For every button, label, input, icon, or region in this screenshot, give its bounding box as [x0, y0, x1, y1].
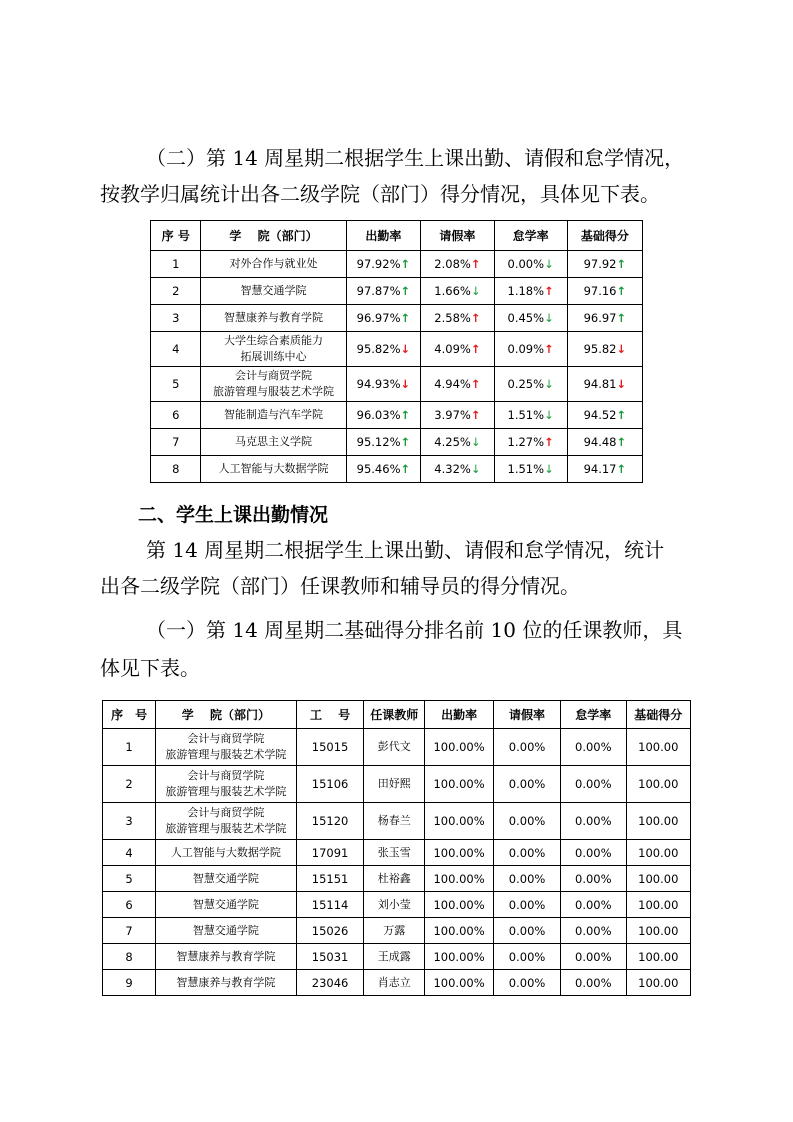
idle-rate-cell-value: 1.51% [507, 408, 545, 422]
base-score-cell: 100.00 [626, 918, 690, 944]
table-row [103, 766, 691, 803]
column-header: 基础得分 [626, 701, 690, 729]
idle-rate-cell: 0.00% [561, 729, 626, 766]
leave-rate-cell: 0.00% [494, 892, 561, 918]
base-score-cell [567, 456, 642, 483]
base-score-cell: 100.00 [626, 729, 690, 766]
college-cell [156, 944, 296, 970]
base-score-cell [567, 305, 642, 332]
table-row [151, 278, 643, 305]
attendance-rate-cell-value: 96.03% [356, 408, 401, 422]
teacher-name-cell: 张玉雪 [364, 840, 425, 866]
college-name-line: 会计与商贸学院 [187, 769, 265, 782]
teacher-name-cell: 刘小莹 [364, 892, 425, 918]
college-cell [201, 251, 346, 278]
arrow-up-icon: ↑ [400, 257, 411, 271]
college-cell [156, 840, 296, 866]
row-number-cell: 3 [151, 305, 201, 332]
college-cell [156, 866, 296, 892]
arrow-down-icon: ↓ [400, 377, 411, 391]
college-name-line: 智慧交通学院 [192, 897, 259, 911]
arrow-down-icon: ↓ [544, 257, 554, 271]
row-number-cell: 8 [151, 456, 201, 483]
college-name-line: 智慧康养与教育学院 [176, 949, 276, 963]
arrow-down-icon: ↓ [470, 284, 481, 298]
teacher-name-cell: 肖志立 [364, 970, 425, 996]
arrow-up-icon: ↑ [544, 435, 554, 449]
arrow-down-icon: ↓ [544, 311, 554, 325]
leave-rate-cell: 0.00% [494, 970, 561, 996]
attendance-rate-cell: 100.00% [425, 766, 494, 803]
college-name-line: 旅游管理与服装艺术学院 [165, 748, 287, 761]
table-row [103, 840, 691, 866]
row-number-cell: 5 [151, 367, 201, 402]
idle-rate-cell-value: 1.51% [507, 462, 545, 476]
section-para-1-line-2: 出各二级学院（部门）任课教师和辅导员的得分情况。 [100, 574, 580, 598]
attendance-rate-cell: 100.00% [425, 866, 494, 892]
arrow-up-icon: ↑ [616, 462, 627, 476]
idle-rate-cell [494, 251, 567, 278]
row-number-cell: 1 [103, 729, 156, 766]
college-cell [156, 892, 296, 918]
college-name-line: 拓展训练中心 [240, 350, 307, 363]
employee-id-cell: 15106 [296, 766, 364, 803]
base-score-cell-value: 94.52 [583, 408, 617, 422]
leave-rate-cell-value: 2.58% [434, 311, 471, 325]
column-header: 学 院（部门） [156, 701, 296, 729]
idle-rate-cell [494, 278, 567, 305]
section-para-1-line-1: 第 14 周星期二根据学生上课出勤、请假和怠学情况，统计 [146, 538, 665, 562]
attendance-rate-cell-value: 97.92% [356, 257, 401, 271]
idle-rate-cell: 0.00% [561, 840, 626, 866]
attendance-rate-cell [346, 251, 421, 278]
column-header: 任课教师 [364, 701, 425, 729]
college-cell [201, 456, 346, 483]
college-cell [201, 429, 346, 456]
column-header: 序 号 [151, 221, 201, 251]
idle-rate-cell: 0.00% [561, 918, 626, 944]
employee-id-cell: 15120 [296, 803, 364, 840]
arrow-up-icon: ↑ [616, 408, 627, 422]
table-row [103, 892, 691, 918]
row-number-cell: 8 [103, 944, 156, 970]
arrow-down-icon: ↓ [400, 342, 411, 356]
college-name-line: 智慧交通学院 [192, 871, 259, 885]
base-score-cell-value: 94.81 [583, 377, 617, 391]
attendance-rate-cell: 100.00% [425, 970, 494, 996]
base-score-cell [567, 278, 642, 305]
arrow-down-icon: ↓ [470, 462, 481, 476]
arrow-up-icon: ↑ [544, 284, 554, 298]
column-header: 怠学率 [494, 221, 567, 251]
table-row [151, 367, 643, 402]
leave-rate-cell: 0.00% [494, 729, 561, 766]
arrow-up-icon: ↑ [544, 342, 554, 356]
attendance-rate-cell-value: 96.97% [356, 311, 401, 325]
college-name-line: 智慧康养与教育学院 [176, 975, 276, 989]
leave-rate-cell: 0.00% [494, 866, 561, 892]
leave-rate-cell-value: 4.25% [434, 435, 471, 449]
arrow-up-icon: ↑ [470, 257, 481, 271]
employee-id-cell: 23046 [296, 970, 364, 996]
arrow-down-icon: ↓ [544, 377, 554, 391]
teacher-name-cell: 杨春兰 [364, 803, 425, 840]
column-header: 学 院（部门） [201, 221, 346, 251]
leave-rate-cell: 0.00% [494, 803, 561, 840]
table-row [103, 918, 691, 944]
leave-rate-cell [421, 367, 494, 402]
row-number-cell: 5 [103, 866, 156, 892]
arrow-up-icon: ↑ [400, 408, 411, 422]
arrow-up-icon: ↑ [400, 284, 411, 298]
arrow-up-icon: ↑ [470, 342, 481, 356]
arrow-up-icon: ↑ [400, 311, 411, 325]
arrow-up-icon: ↑ [616, 311, 627, 325]
arrow-down-icon: ↓ [470, 435, 481, 449]
college-name-line: 会计与商贸学院 [235, 369, 312, 382]
table-row [151, 402, 643, 429]
teacher-name-cell: 田妤熙 [364, 766, 425, 803]
arrow-up-icon: ↑ [470, 408, 481, 422]
row-number-cell: 7 [103, 918, 156, 944]
attendance-rate-cell-value: 95.46% [356, 462, 401, 476]
college-name-line: 智慧交通学院 [240, 284, 307, 297]
column-header: 出勤率 [346, 221, 421, 251]
attendance-rate-cell [346, 278, 421, 305]
leave-rate-cell: 0.00% [494, 766, 561, 803]
college-name-line: 旅游管理与服装艺术学院 [213, 385, 334, 398]
idle-rate-cell-value: 0.25% [507, 377, 545, 391]
arrow-up-icon: ↑ [616, 284, 627, 298]
attendance-rate-cell: 100.00% [425, 944, 494, 970]
row-number-cell: 9 [103, 970, 156, 996]
leave-rate-cell [421, 251, 494, 278]
college-cell [201, 278, 346, 305]
idle-rate-cell-value: 1.27% [507, 435, 545, 449]
leave-rate-cell: 0.00% [494, 944, 561, 970]
attendance-rate-cell [346, 332, 421, 367]
teacher-name-cell: 杜裕鑫 [364, 866, 425, 892]
table-row [103, 944, 691, 970]
intro-line-1: （二）第 14 周星期二根据学生上课出勤、请假和怠学情况， [146, 146, 685, 170]
idle-rate-cell [494, 402, 567, 429]
arrow-down-icon: ↓ [544, 408, 554, 422]
attendance-rate-cell [346, 367, 421, 402]
idle-rate-cell: 0.00% [561, 892, 626, 918]
college-cell [201, 367, 346, 402]
base-score-cell [567, 332, 642, 367]
row-number-cell: 1 [151, 251, 201, 278]
table-header-row [103, 701, 691, 729]
college-name-line: 马克思主义学院 [235, 435, 312, 448]
college-name-line: 对外合作与就业处 [229, 257, 318, 270]
arrow-up-icon: ↑ [616, 257, 627, 271]
leave-rate-cell-value: 4.94% [434, 377, 471, 391]
base-score-cell [567, 367, 642, 402]
base-score-cell [567, 429, 642, 456]
table-row [151, 456, 643, 483]
college-name-line: 大学生综合素质能力 [224, 334, 323, 347]
college-name-line: 智慧交通学院 [192, 923, 259, 937]
base-score-cell: 100.00 [626, 892, 690, 918]
attendance-rate-cell [346, 402, 421, 429]
employee-id-cell: 15026 [296, 918, 364, 944]
base-score-cell-value: 97.16 [583, 284, 617, 298]
base-score-cell: 100.00 [626, 766, 690, 803]
base-score-cell: 100.00 [626, 840, 690, 866]
table-row [103, 803, 691, 840]
row-number-cell: 6 [151, 402, 201, 429]
college-name-line: 旅游管理与服装艺术学院 [165, 785, 287, 798]
row-number-cell: 2 [103, 766, 156, 803]
attendance-rate-cell [346, 305, 421, 332]
row-number-cell: 6 [103, 892, 156, 918]
arrow-up-icon: ↑ [400, 435, 411, 449]
base-score-cell: 100.00 [626, 803, 690, 840]
idle-rate-cell [494, 305, 567, 332]
base-score-cell-value: 95.82 [583, 342, 617, 356]
attendance-rate-cell-value: 95.12% [356, 435, 401, 449]
college-score-table [150, 220, 643, 483]
attendance-rate-cell: 100.00% [425, 918, 494, 944]
row-number-cell: 4 [103, 840, 156, 866]
idle-rate-cell-value: 0.00% [507, 257, 545, 271]
base-score-cell-value: 96.97 [583, 311, 617, 325]
employee-id-cell: 15015 [296, 729, 364, 766]
arrow-up-icon: ↑ [616, 435, 627, 449]
column-header: 出勤率 [425, 701, 494, 729]
column-header: 请假率 [421, 221, 494, 251]
attendance-rate-cell-value: 97.87% [356, 284, 401, 298]
leave-rate-cell [421, 305, 494, 332]
row-number-cell: 4 [151, 332, 201, 367]
leave-rate-cell: 0.00% [494, 918, 561, 944]
base-score-cell-value: 97.92 [583, 257, 617, 271]
employee-id-cell: 15151 [296, 866, 364, 892]
table-row [103, 970, 691, 996]
attendance-rate-cell: 100.00% [425, 840, 494, 866]
section-para-2-line-2: 体见下表。 [100, 656, 200, 680]
idle-rate-cell [494, 332, 567, 367]
base-score-cell-value: 94.48 [583, 435, 617, 449]
college-name-line: 会计与商贸学院 [187, 806, 265, 819]
teacher-name-cell: 王成露 [364, 944, 425, 970]
college-name-line: 智慧康养与教育学院 [224, 311, 323, 324]
college-cell [156, 766, 296, 803]
table-row [151, 305, 643, 332]
employee-id-cell: 17091 [296, 840, 364, 866]
intro-line-2: 按教学归属统计出各二级学院（部门）得分情况，具体见下表。 [100, 182, 660, 206]
arrow-up-icon: ↑ [400, 462, 411, 476]
arrow-down-icon: ↓ [616, 377, 627, 391]
idle-rate-cell: 0.00% [561, 944, 626, 970]
leave-rate-cell [421, 429, 494, 456]
row-number-cell: 2 [151, 278, 201, 305]
college-cell [156, 803, 296, 840]
base-score-cell: 100.00 [626, 970, 690, 996]
idle-rate-cell-value: 0.45% [507, 311, 545, 325]
idle-rate-cell: 0.00% [561, 766, 626, 803]
college-name-line: 人工智能与大数据学院 [218, 462, 329, 475]
table-header-row [151, 221, 643, 251]
college-cell [156, 918, 296, 944]
attendance-rate-cell [346, 429, 421, 456]
idle-rate-cell-value: 1.18% [507, 284, 545, 298]
leave-rate-cell-value: 4.09% [434, 342, 471, 356]
college-name-line: 人工智能与大数据学院 [170, 845, 281, 859]
arrow-down-icon: ↓ [544, 462, 554, 476]
section-para-2-line-1: （一）第 14 周星期二基础得分排名前 10 位的任课教师，具 [146, 618, 683, 642]
table-row [103, 729, 691, 766]
table-row [151, 332, 643, 367]
column-header: 基础得分 [567, 221, 642, 251]
idle-rate-cell-value: 0.09% [507, 342, 545, 356]
table-row [151, 429, 643, 456]
idle-rate-cell [494, 367, 567, 402]
base-score-cell: 100.00 [626, 944, 690, 970]
college-name-line: 旅游管理与服装艺术学院 [165, 822, 287, 835]
employee-id-cell: 15031 [296, 944, 364, 970]
row-number-cell: 3 [103, 803, 156, 840]
college-cell [201, 332, 346, 367]
attendance-rate-cell: 100.00% [425, 729, 494, 766]
row-number-cell: 7 [151, 429, 201, 456]
college-cell [156, 729, 296, 766]
college-cell [156, 970, 296, 996]
base-score-cell: 100.00 [626, 866, 690, 892]
college-cell [201, 305, 346, 332]
arrow-up-icon: ↑ [470, 311, 481, 325]
idle-rate-cell [494, 429, 567, 456]
employee-id-cell: 15114 [296, 892, 364, 918]
column-header: 怠学率 [561, 701, 626, 729]
table-row [103, 866, 691, 892]
leave-rate-cell-value: 2.08% [434, 257, 471, 271]
college-name-line: 智能制造与汽车学院 [224, 408, 323, 421]
attendance-rate-cell: 100.00% [425, 892, 494, 918]
leave-rate-cell [421, 278, 494, 305]
table-row [151, 251, 643, 278]
column-header: 工 号 [296, 701, 364, 729]
idle-rate-cell: 0.00% [561, 970, 626, 996]
teacher-name-cell: 彭代文 [364, 729, 425, 766]
college-name-line: 会计与商贸学院 [187, 732, 265, 745]
leave-rate-cell-value: 4.32% [434, 462, 471, 476]
leave-rate-cell [421, 402, 494, 429]
leave-rate-cell-value: 3.97% [434, 408, 471, 422]
teacher-name-cell: 万露 [364, 918, 425, 944]
idle-rate-cell: 0.00% [561, 803, 626, 840]
attendance-rate-cell [346, 456, 421, 483]
base-score-cell-value: 94.17 [583, 462, 617, 476]
attendance-rate-cell: 100.00% [425, 803, 494, 840]
leave-rate-cell [421, 456, 494, 483]
idle-rate-cell [494, 456, 567, 483]
attendance-rate-cell-value: 94.93% [356, 377, 401, 391]
leave-rate-cell: 0.00% [494, 840, 561, 866]
leave-rate-cell [421, 332, 494, 367]
college-cell [201, 402, 346, 429]
teacher-score-table [102, 700, 691, 996]
arrow-down-icon: ↓ [616, 342, 627, 356]
column-header: 请假率 [494, 701, 561, 729]
section-heading: 二、学生上课出勤情况 [138, 504, 329, 526]
column-header: 序 号 [103, 701, 156, 729]
idle-rate-cell: 0.00% [561, 866, 626, 892]
leave-rate-cell-value: 1.66% [434, 284, 471, 298]
arrow-up-icon: ↑ [470, 377, 481, 391]
attendance-rate-cell-value: 95.82% [356, 342, 401, 356]
base-score-cell [567, 251, 642, 278]
base-score-cell [567, 402, 642, 429]
